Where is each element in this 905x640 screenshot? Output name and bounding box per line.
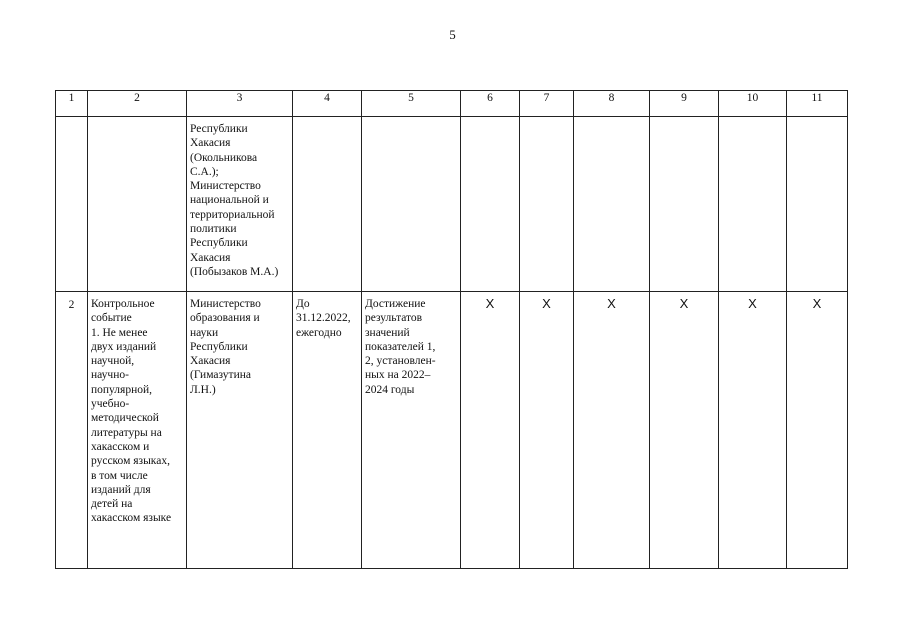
cell-line: образования и — [190, 312, 260, 325]
cell-line: Л.Н.) — [190, 383, 216, 396]
table-row — [56, 292, 848, 569]
cell-line: науки — [190, 326, 219, 339]
table-cell — [461, 117, 520, 292]
table-cell — [293, 117, 362, 292]
cell-line: популярной, — [91, 383, 153, 396]
cell-line: (Гимазутина — [190, 369, 251, 382]
plan-table — [55, 90, 848, 569]
event-cell — [88, 292, 187, 569]
cell-line: До — [296, 298, 310, 310]
cell-line: русском языках, — [91, 455, 170, 468]
deadline-cell — [293, 292, 362, 569]
x-mark: X — [607, 296, 616, 311]
cell-line: показателей 1, — [365, 340, 436, 353]
cell-line: национальной и — [190, 194, 269, 207]
cell-line: литературы на — [91, 426, 162, 439]
cell-line: Хакасия — [190, 137, 231, 150]
header-cell: 6 — [461, 91, 520, 117]
header-cell: 7 — [520, 91, 574, 117]
cell-line: значений — [365, 326, 410, 339]
cell-line: ежегодно — [296, 326, 342, 339]
cell-line: научно- — [91, 369, 129, 382]
header-cell: 11 — [787, 91, 848, 117]
cell-line: территориальной — [190, 208, 275, 221]
mark-cell — [719, 292, 787, 569]
cell-line: учебно- — [91, 398, 130, 411]
cell-line: 31.12.2022, — [296, 312, 351, 325]
cell-line: Достижение — [365, 298, 426, 310]
mark-cell — [461, 292, 520, 569]
header-cell: 8 — [574, 91, 650, 117]
cell-line: Республики — [190, 340, 248, 353]
x-mark: X — [542, 296, 551, 311]
table-row — [56, 117, 848, 292]
table-cell — [362, 117, 461, 292]
mark-cell — [650, 292, 719, 569]
cell-line: Республики — [190, 123, 248, 135]
cell-line: Хакасия — [190, 355, 231, 368]
table-cell — [574, 117, 650, 292]
header-cell: 3 — [187, 91, 293, 117]
cell-line: С.А.); — [190, 165, 219, 178]
header-cell: 1 — [56, 91, 88, 117]
cell-line: двух изданий — [91, 340, 157, 353]
table-cell — [56, 117, 88, 292]
table-cell — [719, 117, 787, 292]
cell-line: Министерство — [190, 180, 261, 193]
cell-line: Министерство — [190, 298, 261, 310]
cell-line: 2, установлен- — [365, 355, 436, 368]
responsible-cell — [187, 117, 293, 292]
cell-line: ных на 2022– — [365, 369, 431, 382]
header-cell: 4 — [293, 91, 362, 117]
responsible-cell — [187, 292, 293, 569]
mark-cell — [787, 292, 848, 569]
cell-line: результатов — [365, 312, 423, 325]
table-cell — [88, 117, 187, 292]
table-cell — [787, 117, 848, 292]
cell-line: Республики — [190, 237, 248, 250]
cell-line: хакасском языке — [91, 512, 172, 525]
cell-line: политики — [190, 223, 237, 236]
cell-line: детей на — [91, 498, 133, 511]
cell-line: 2024 годы — [365, 383, 415, 396]
cell-line: методической — [91, 412, 159, 425]
cell-line: (Побызаков М.А.) — [190, 265, 279, 278]
header-row — [56, 91, 848, 117]
page-number: 5 — [449, 27, 456, 42]
cell-line: научной, — [91, 355, 135, 368]
x-mark: X — [812, 296, 822, 311]
cell-line: Хакасия — [190, 251, 231, 264]
cell-line: хакасском и — [91, 440, 150, 453]
cell-line: в том числе — [91, 469, 148, 482]
x-mark: X — [679, 296, 689, 311]
mark-cell — [574, 292, 650, 569]
row-number-cell — [56, 292, 88, 569]
result-cell — [362, 292, 461, 569]
x-mark: X — [485, 296, 495, 311]
header-cell: 10 — [719, 91, 787, 117]
cell-line: изданий для — [91, 483, 151, 496]
header-cell: 5 — [362, 91, 461, 117]
x-mark: X — [748, 296, 757, 311]
header-cell: 2 — [88, 91, 187, 117]
cell-line: (Окольникова — [190, 151, 258, 164]
table-cell — [520, 117, 574, 292]
cell-line: событие — [91, 312, 132, 325]
header-cell: 9 — [650, 91, 719, 117]
table-cell — [650, 117, 719, 292]
cell-line: 1. Не менее — [91, 326, 148, 339]
cell-line: Контрольное — [91, 298, 155, 310]
mark-cell — [520, 292, 574, 569]
row-number: 2 — [68, 299, 75, 311]
